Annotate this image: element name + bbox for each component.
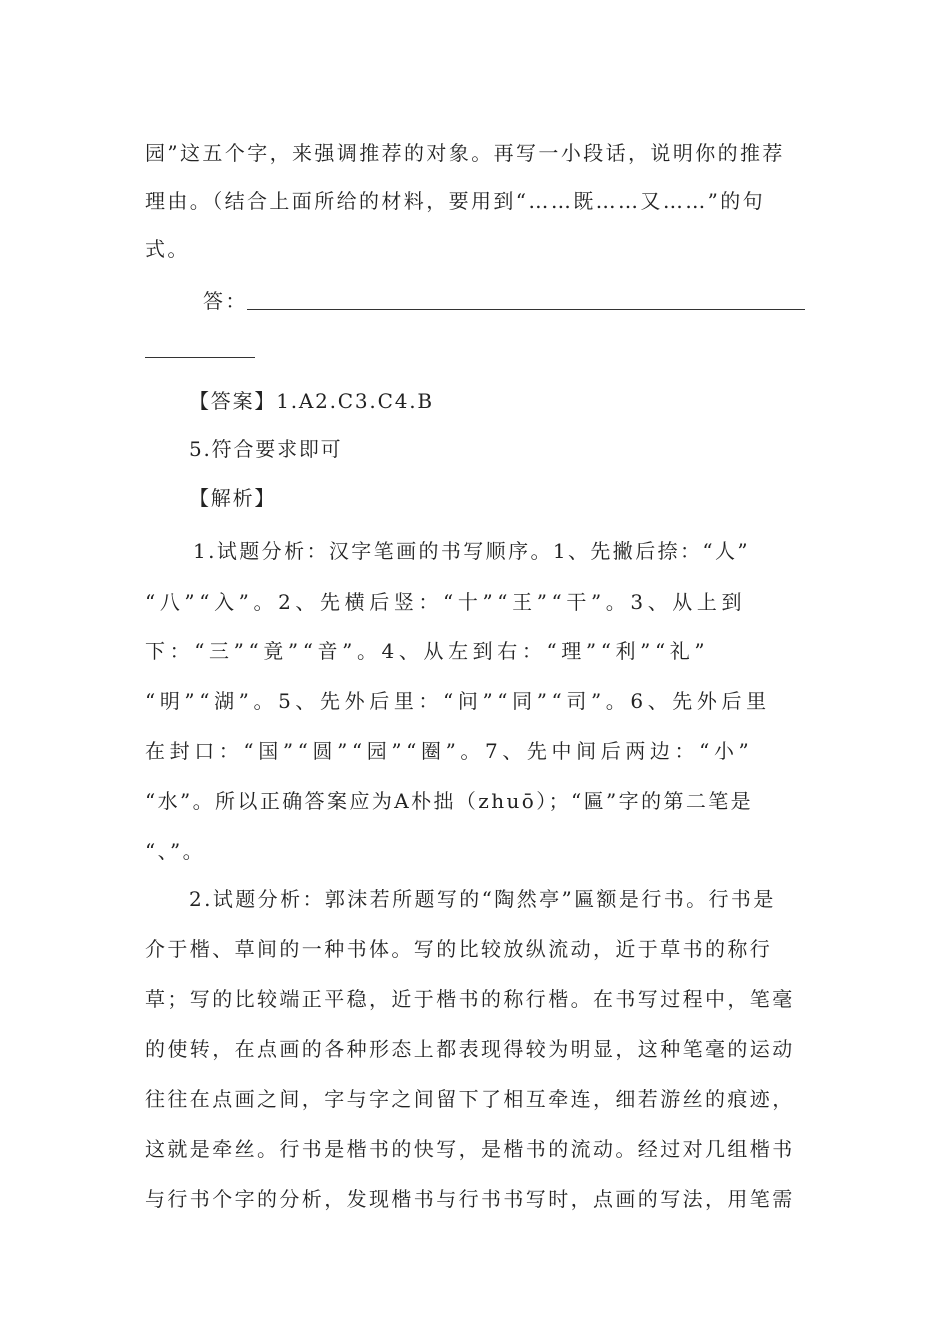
analysis-1-line-6: “水”。所以正确答案应为A朴拙（zhuō）；“匾”字的第二笔是 [145,789,754,813]
analysis-2-line-4: 的使转，在点画的各种形态上都表现得较为明显，这种笔毫的运动 [145,1037,795,1061]
answer-key: 【答案】1.A2.C3.C4.B [189,389,434,413]
analysis-1-line-3: 下：“三”“竟”“音”。4、从左到右：“理”“利”“礼” [145,639,710,663]
answer-prompt: 答： [203,289,248,313]
analysis-2-line-7: 与行书个字的分析，发现楷书与行书书写时，点画的写法，用笔需 [145,1187,795,1211]
analysis-2-line-6: 这就是牵丝。行书是楷书的快写，是楷书的流动。经过对几组楷书 [145,1137,795,1161]
answer-blank-line-2 [145,357,255,358]
analysis-1-line-4: “明”“湖”。5、先外后里：“问”“同”“司”。6、先外后里 [145,689,771,713]
analysis-2-line-2: 介于楷、草间的一种书体。写的比较放纵流动，近于草书的称行 [145,937,773,961]
analysis-1-line-5: 在封口：“国”“圆”“园”“圈”。7、先中间后两边：“小” [145,739,754,763]
analysis-1-line-1: 1.试题分析：汉字笔画的书写顺序。1、先撇后捺：“人” [193,539,751,563]
analysis-label: 【解析】 [189,486,277,510]
question-line-3: 式。 [145,237,190,261]
analysis-2-line-1: 2.试题分析：郭沫若所题写的“陶然亭”匾额是行书。行书是 [189,887,776,911]
question-line-2: 理由。（结合上面所给的材料，要用到“……既……又……”的句 [145,189,766,213]
answer-blank-line-1 [247,309,805,310]
answer-key-5: 5.符合要求即可 [189,437,343,461]
analysis-1-line-2: “八”“入”。2、先横后竖：“十”“王”“干”。3、从上到 [145,590,747,614]
analysis-1-line-7: “、”。 [145,839,206,863]
analysis-2-line-3: 草；写的比较端正平稳，近于楷书的称行楷。在书写过程中，笔毫 [145,987,795,1011]
analysis-2-line-5: 往往在点画之间，字与字之间留下了相互牵连，细若游丝的痕迹， [145,1087,795,1111]
question-line-1: 园”这五个字，来强调推荐的对象。再写一小段话，说明你的推荐 [145,141,785,165]
